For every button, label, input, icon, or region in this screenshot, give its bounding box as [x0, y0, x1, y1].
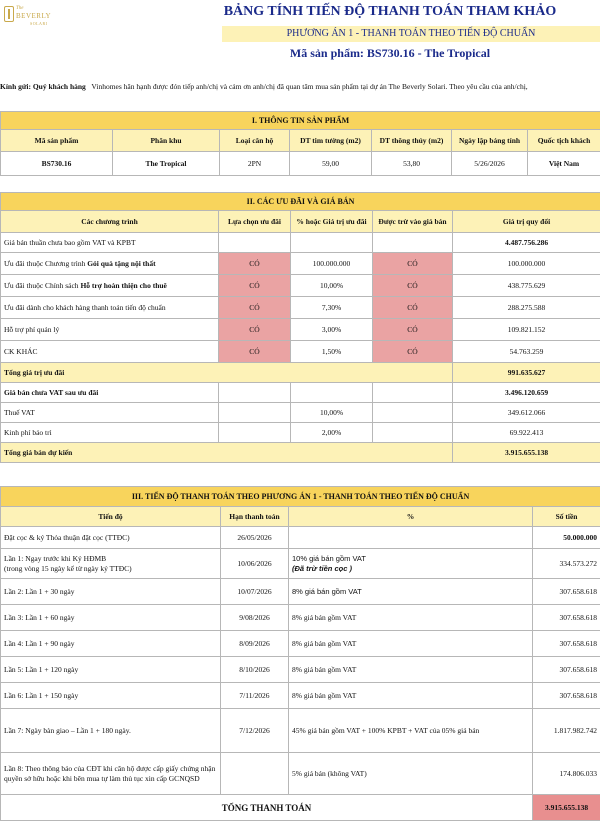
- offer-deduct-select[interactable]: CÓ: [373, 297, 453, 319]
- net-price-value: 3.496.120.659: [453, 383, 600, 403]
- payment-schedule-table: [0, 486, 600, 821]
- base-price-value: 4.487.756.286: [453, 233, 600, 253]
- header-amount: Số tiền: [533, 507, 600, 527]
- offer-rate: 10,00%: [291, 275, 373, 297]
- due-date: 8/09/2026: [221, 631, 289, 657]
- logo-text-beverly: BEVERLY: [16, 12, 52, 20]
- grand-total-value: 3.915.655.138: [453, 443, 600, 463]
- stage-label: Lần 8: Theo thông báo của CĐT khi căn hộ được cấp giấy chứng nhận quyền sở hữu hoặc khi bên mua tự làm thủ tục xin cấp GCNQSD: [1, 753, 221, 795]
- offer-value: 109.821.152: [453, 319, 600, 341]
- vat-label: Thuế VAT: [1, 403, 219, 423]
- header-offer-rate: % hoặc Giá trị ưu đãi: [291, 211, 373, 233]
- amount: 307.658.618: [533, 683, 600, 709]
- due-date: 9/08/2026: [221, 605, 289, 631]
- stage-label: Lần 3: Lần 1 + 60 ngày: [1, 605, 221, 631]
- beverly-solari-logo: [4, 4, 58, 26]
- offer-label: Ưu đãi thuộc Chương trình Gói quà tặng nội thất: [1, 253, 219, 275]
- offer-deduct-select[interactable]: CÓ: [373, 275, 453, 297]
- header-nationality: Quốc tịch khách: [528, 130, 600, 152]
- schedule-row: [1, 631, 600, 657]
- total-discount-value: 991.635.627: [453, 363, 600, 383]
- net-price-label: Giá bán chưa VAT sau ưu đãi: [1, 383, 219, 403]
- maintenance-fee-value: 69.922.413: [453, 423, 600, 443]
- header-choose-offer: Lựa chọn ưu đãi: [219, 211, 291, 233]
- header-deduct: Được trừ vào giá bán: [373, 211, 453, 233]
- percent-text: 8% giá bán gồm VAT: [289, 683, 533, 709]
- product-code-heading: Mã sản phẩm: BS730.16 - The Tropical: [289, 46, 491, 60]
- amount: 50.000.000: [533, 527, 600, 549]
- offer-label: CK KHÁC: [1, 341, 219, 363]
- stage-label: Lần 7: Ngày bàn giao – Lần 1 + 180 ngày.: [1, 709, 221, 753]
- logo-text-the: The: [16, 6, 24, 11]
- stage-label: Lần 4: Lần 1 + 90 ngày: [1, 631, 221, 657]
- offer-row: [1, 319, 600, 341]
- maintenance-fee-rate: 2,00%: [291, 423, 373, 443]
- offer-deduct-select[interactable]: CÓ: [373, 341, 453, 363]
- cell-zone: The Tropical: [113, 152, 220, 176]
- offer-row: [1, 341, 600, 363]
- amount: 307.658.618: [533, 605, 600, 631]
- offer-rate: 7,30%: [291, 297, 373, 319]
- payment-total-label: TỔNG THANH TOÁN: [1, 795, 533, 821]
- due-date: 10/06/2026: [221, 549, 289, 579]
- offer-label: Ưu đãi thuộc Chính sách Hỗ trợ hoàn thiện cho thuê: [1, 275, 219, 297]
- offer-value: 100.000.000: [453, 253, 600, 275]
- offer-label: Ưu đãi dành cho khách hàng thanh toán tiến độ chuẩn: [1, 297, 219, 319]
- vat-rate: 10,00%: [291, 403, 373, 423]
- due-date: 8/10/2026: [221, 657, 289, 683]
- header-due-date: Hạn thanh toán: [221, 507, 289, 527]
- section1-title: I. THÔNG TIN SẢN PHẨM: [1, 112, 600, 130]
- schedule-row: [1, 579, 600, 605]
- offer-deduct-select[interactable]: CÓ: [373, 319, 453, 341]
- offer-label: Hỗ trợ phí quản lý: [1, 319, 219, 341]
- payment-total-value: 3.915.655.138: [533, 795, 600, 821]
- cell-unit-type: 2PN: [220, 152, 290, 176]
- header-programs: Các chương trình: [1, 211, 219, 233]
- due-date: 7/12/2026: [221, 709, 289, 753]
- page-subtitle: PHƯƠNG ÁN 1 - THANH TOÁN THEO TIẾN ĐỘ CHUẨN: [222, 26, 600, 42]
- greeting-line: [0, 82, 600, 91]
- vat-value: 349.612.066: [453, 403, 600, 423]
- offer-value: 54.763.259: [453, 341, 600, 363]
- percent-text: 8% giá bán gồm VAT: [289, 631, 533, 657]
- schedule-row: [1, 605, 600, 631]
- page-title: BẢNG TÍNH TIẾN ĐỘ THANH TOÁN THAM KHẢO: [223, 4, 557, 19]
- amount: 307.658.618: [533, 579, 600, 605]
- due-date: [221, 753, 289, 795]
- offer-row: [1, 275, 600, 297]
- stage-label: Lần 6: Lần 1 + 150 ngày: [1, 683, 221, 709]
- offers-price-table: [0, 192, 600, 463]
- stage-label: Lần 2: Lần 1 + 30 ngày: [1, 579, 221, 605]
- offer-rate: 100.000.000: [291, 253, 373, 275]
- offer-value: 438.775.629: [453, 275, 600, 297]
- section2-title: II. CÁC ƯU ĐÃI VÀ GIÁ BÁN: [1, 193, 600, 211]
- offer-choose-select[interactable]: CÓ: [219, 275, 291, 297]
- percent-text: 5% giá bán (không VAT): [289, 753, 533, 795]
- due-date: 10/07/2026: [221, 579, 289, 605]
- schedule-row: [1, 709, 600, 753]
- due-date: 26/05/2026: [221, 527, 289, 549]
- cell-net-area: 53,80: [372, 152, 452, 176]
- stage-label: Lần 1: Ngay trước khi Ký HĐMB (trong vòng 15 ngày kể từ ngày ký TTĐC): [1, 549, 221, 579]
- logo-mark-icon: [4, 6, 14, 22]
- stage-label: Đặt cọc & ký Thỏa thuận đặt cọc (TTĐC): [1, 527, 221, 549]
- amount: 1.817.982.742: [533, 709, 600, 753]
- percent-text: 8% giá bán gồm VAT: [289, 605, 533, 631]
- offer-choose-select[interactable]: CÓ: [219, 319, 291, 341]
- greeting-label: Kính gửi: Quý khách hàng: [0, 82, 86, 91]
- total-discount-label: Tổng giá trị ưu đãi: [1, 363, 453, 383]
- percent-text: 45% giá bán gồm VAT + 100% KPBT + VAT của 05% giá bán: [289, 709, 533, 753]
- section3-title: III. TIẾN ĐỘ THANH TOÁN THEO PHƯƠNG ÁN 1 - THANH TOÁN THEO TIẾN ĐỘ CHUẨN: [1, 487, 600, 507]
- schedule-row: [1, 527, 600, 549]
- percent-text: 8% giá bán gồm VAT: [289, 579, 533, 605]
- header-date: Ngày lập bảng tính: [452, 130, 528, 152]
- offer-row: [1, 297, 600, 319]
- maintenance-fee-label: Kinh phí bảo trì: [1, 423, 219, 443]
- greeting-text: Vinhomes hân hạnh được đón tiếp anh/chị và cảm ơn anh/chị đã quan tâm mua sản phẩm tại dự án The Beverly Solari. Theo yêu cầu của anh/chị,: [91, 82, 528, 91]
- base-price-label: Giá bán thuần chưa bao gồm VAT và KPBT: [1, 233, 219, 253]
- offer-choose-select[interactable]: CÓ: [219, 341, 291, 363]
- offer-choose-select[interactable]: CÓ: [219, 253, 291, 275]
- header-converted-value: Giá trị quy đổi: [453, 211, 600, 233]
- amount: 307.658.618: [533, 631, 600, 657]
- grand-total-label: Tổng giá bán dự kiến: [1, 443, 453, 463]
- stage-label: Lần 5: Lần 1 + 120 ngày: [1, 657, 221, 683]
- schedule-row: [1, 753, 600, 795]
- cell-gross-area: 59,00: [290, 152, 372, 176]
- percent-text: 8% giá bán gồm VAT: [289, 657, 533, 683]
- cell-date: 5/26/2026: [452, 152, 528, 176]
- product-info-table: [0, 111, 600, 176]
- schedule-row: [1, 549, 600, 579]
- offer-choose-select[interactable]: CÓ: [219, 297, 291, 319]
- amount: 174.806.033: [533, 753, 600, 795]
- percent-text: 10% giá bán gồm VAT (Đã trừ tiền cọc ): [289, 549, 533, 579]
- schedule-row: [1, 657, 600, 683]
- cell-nationality: Việt Nam: [528, 152, 600, 176]
- header-stage: Tiến độ: [1, 507, 221, 527]
- header-percent: %: [289, 507, 533, 527]
- amount: 307.658.618: [533, 657, 600, 683]
- percent-text: [289, 527, 533, 549]
- header-zone: Phân khu: [113, 130, 220, 152]
- offer-value: 288.275.588: [453, 297, 600, 319]
- header-net-area: DT thông thủy (m2): [372, 130, 452, 152]
- logo-text-solari: SOLARI: [30, 21, 48, 26]
- cell-product-code: BS730.16: [1, 152, 113, 176]
- header-unit-type: Loại căn hộ: [220, 130, 290, 152]
- header-product-code: Mã sản phẩm: [1, 130, 113, 152]
- amount: 334.573.272: [533, 549, 600, 579]
- due-date: 7/11/2026: [221, 683, 289, 709]
- offer-row: [1, 253, 600, 275]
- schedule-row: [1, 683, 600, 709]
- offer-rate: 3,00%: [291, 319, 373, 341]
- offer-deduct-select[interactable]: CÓ: [373, 253, 453, 275]
- header-gross-area: DT tim tường (m2): [290, 130, 372, 152]
- offer-rate: 1,50%: [291, 341, 373, 363]
